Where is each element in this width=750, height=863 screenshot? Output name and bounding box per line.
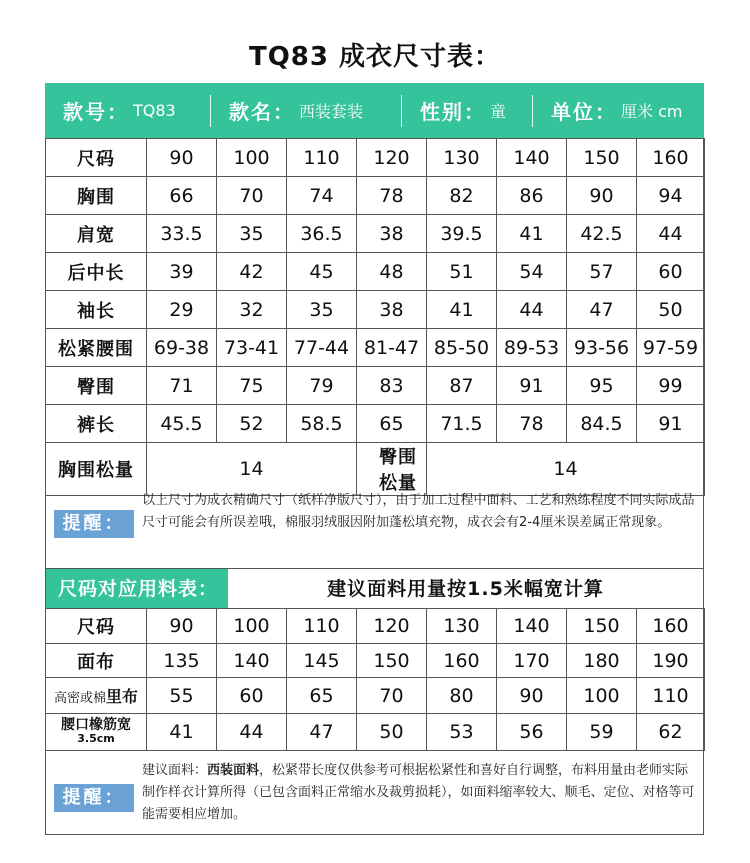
- table-cell: 42: [217, 253, 287, 291]
- table-cell: 50: [357, 714, 427, 751]
- table-cell: 47: [567, 291, 637, 329]
- fabric-calc-note: 建议面料用量按1.5米幅宽计算: [327, 578, 604, 600]
- size-cell: 130: [427, 139, 497, 177]
- row-label-big: 里布: [106, 687, 139, 706]
- table-cell: 99: [637, 367, 705, 405]
- table-cell: 140: [217, 644, 287, 678]
- hip-ease-value: 14: [427, 443, 705, 496]
- hip-ease-label: 臀围松量: [357, 443, 427, 496]
- size-cell: 140: [497, 139, 567, 177]
- table-cell: 39: [147, 253, 217, 291]
- table-cell: 180: [567, 644, 637, 678]
- table-cell: 60: [217, 678, 287, 714]
- table-row: [46, 678, 705, 714]
- row-label: 后中长: [46, 253, 147, 291]
- unit-cell: [533, 83, 703, 138]
- table-cell: 35: [287, 291, 357, 329]
- size-cell: 100: [217, 609, 287, 644]
- row-label: 肩宽: [46, 215, 147, 253]
- row-label: 裤长: [46, 405, 147, 443]
- table-cell: 70: [217, 177, 287, 215]
- row-label: [46, 678, 147, 714]
- row-label-small: 高密或棉: [53, 691, 106, 706]
- table-cell: 81-47: [357, 329, 427, 367]
- table-cell: 91: [637, 405, 705, 443]
- table-cell: 65: [287, 678, 357, 714]
- table-row: [46, 177, 705, 215]
- style-name-label: 款名：: [229, 100, 295, 124]
- page-title: TQ83 成衣尺寸表：: [248, 42, 502, 72]
- table-cell: 145: [287, 644, 357, 678]
- table-cell: 95: [567, 367, 637, 405]
- info-bar: [45, 83, 704, 138]
- table-cell: 44: [637, 215, 705, 253]
- size-cell: 90: [147, 139, 217, 177]
- size-cell: 160: [637, 609, 705, 644]
- row-label: 臀围: [46, 367, 147, 405]
- reminder-text: 以上尺寸为成衣精确尺寸（纸样净版尺寸），由于加工过程中面料、工艺和熟练程度不同实际成品尺寸可能会有所误差哦，棉服羽绒服因附加蓬松填充物，成衣会有2-4厘米误差属正常现象。: [142, 493, 695, 530]
- table-cell: 45: [287, 253, 357, 291]
- table-cell: 93-56: [567, 329, 637, 367]
- size-table: [45, 138, 705, 496]
- table-cell: 33.5: [147, 215, 217, 253]
- row-label: 袖长: [46, 291, 147, 329]
- size-cell: 110: [287, 609, 357, 644]
- fabric-table: [45, 608, 705, 751]
- row-label: 松紧腰围: [46, 329, 147, 367]
- gender-cell: [402, 83, 532, 138]
- fabric-advice-name: 西装面料: [207, 763, 260, 778]
- table-cell: 45.5: [147, 405, 217, 443]
- table-row: [46, 329, 705, 367]
- table-cell: 74: [287, 177, 357, 215]
- unit-value: 厘米 cm: [621, 102, 683, 121]
- row-label: 面布: [46, 644, 147, 678]
- table-cell: 83: [357, 367, 427, 405]
- table-cell: 77-44: [287, 329, 357, 367]
- table-cell: 39.5: [427, 215, 497, 253]
- reminder-box-2: [45, 750, 704, 835]
- table-cell: 135: [147, 644, 217, 678]
- size-cell: 150: [567, 139, 637, 177]
- table-cell: 51: [427, 253, 497, 291]
- table-cell: 36.5: [287, 215, 357, 253]
- table-cell: 29: [147, 291, 217, 329]
- gender-value: 童: [490, 102, 507, 121]
- row-label: 尺码: [46, 609, 147, 644]
- table-cell: 91: [497, 367, 567, 405]
- table-cell: 60: [637, 253, 705, 291]
- chest-ease-value: 14: [147, 443, 357, 496]
- table-cell: 84.5: [567, 405, 637, 443]
- table-cell: 38: [357, 215, 427, 253]
- size-cell: 120: [357, 139, 427, 177]
- table-cell: 170: [497, 644, 567, 678]
- table-row: [46, 253, 705, 291]
- table-cell: 71.5: [427, 405, 497, 443]
- table-cell: 90: [497, 678, 567, 714]
- table-cell: 62: [637, 714, 705, 751]
- table-cell: 87: [427, 367, 497, 405]
- table-cell: 35: [217, 215, 287, 253]
- table-cell: 69-38: [147, 329, 217, 367]
- table-cell: 56: [497, 714, 567, 751]
- table-cell: 52: [217, 405, 287, 443]
- table-cell: 42.5: [567, 215, 637, 253]
- table-cell: 66: [147, 177, 217, 215]
- table-cell: 44: [497, 291, 567, 329]
- row-label-small: 3.5cm: [77, 732, 115, 745]
- table-row: [46, 291, 705, 329]
- reminder-badge: 提醒：: [54, 510, 134, 538]
- fabric-advice-prefix: 建议面料：: [142, 763, 208, 778]
- size-cell: 150: [567, 609, 637, 644]
- table-cell: 41: [427, 291, 497, 329]
- table-cell: 41: [147, 714, 217, 751]
- table-cell: 82: [427, 177, 497, 215]
- table-cell: 78: [497, 405, 567, 443]
- table-cell: 47: [287, 714, 357, 751]
- table-cell: 38: [357, 291, 427, 329]
- row-label-big: 腰口橡筋宽: [61, 717, 131, 733]
- fabric-section-bar: [45, 568, 704, 608]
- size-header-row: [46, 139, 705, 177]
- table-cell: 59: [567, 714, 637, 751]
- table-cell: 75: [217, 367, 287, 405]
- table-cell: 80: [427, 678, 497, 714]
- table-cell: 71: [147, 367, 217, 405]
- table-row: [46, 644, 705, 678]
- table-cell: 57: [567, 253, 637, 291]
- size-cell: 130: [427, 609, 497, 644]
- table-cell: 44: [217, 714, 287, 751]
- style-name-cell: [211, 83, 401, 138]
- fabric-header-row: [46, 609, 705, 644]
- row-label: 胸围: [46, 177, 147, 215]
- table-row: [46, 367, 705, 405]
- reminder-text-2: [142, 760, 698, 826]
- table-cell: 48: [357, 253, 427, 291]
- reminder-box: [45, 480, 704, 568]
- table-row: [46, 714, 705, 751]
- table-cell: 58.5: [287, 405, 357, 443]
- table-cell: 190: [637, 644, 705, 678]
- table-cell: 100: [567, 678, 637, 714]
- gender-label: 性别：: [420, 100, 486, 124]
- size-cell: 90: [147, 609, 217, 644]
- reminder-badge: 提醒：: [54, 784, 134, 812]
- table-cell: 85-50: [427, 329, 497, 367]
- table-cell: 94: [637, 177, 705, 215]
- style-no-label: 款号：: [63, 100, 129, 124]
- table-cell: 53: [427, 714, 497, 751]
- table-cell: 90: [567, 177, 637, 215]
- table-cell: 54: [497, 253, 567, 291]
- table-cell: 50: [637, 291, 705, 329]
- table-cell: 89-53: [497, 329, 567, 367]
- table-cell: 70: [357, 678, 427, 714]
- style-name-value: 西装套装: [299, 102, 364, 121]
- table-cell: 110: [637, 678, 705, 714]
- size-cell: 100: [217, 139, 287, 177]
- row-label: 尺码: [46, 139, 147, 177]
- size-cell: 140: [497, 609, 567, 644]
- size-cell: 120: [357, 609, 427, 644]
- table-cell: 41: [497, 215, 567, 253]
- table-row: [46, 405, 705, 443]
- unit-label: 单位：: [551, 100, 617, 124]
- table-cell: 79: [287, 367, 357, 405]
- table-cell: 78: [357, 177, 427, 215]
- table-row: [46, 215, 705, 253]
- table-cell: 86: [497, 177, 567, 215]
- table-cell: 150: [357, 644, 427, 678]
- table-cell: 55: [147, 678, 217, 714]
- table-cell: 32: [217, 291, 287, 329]
- size-cell: 110: [287, 139, 357, 177]
- style-no-value: TQ83: [133, 101, 176, 120]
- table-cell: 160: [427, 644, 497, 678]
- fabric-advice-text: ，松紧带长度仅供参考可根据松紧性和喜好自行调整，布料用量由老师实际制作样衣计算所得（已包含面料正常缩水及裁剪损耗），如面料缩率较大、顺毛、定位、对格等可能需要相应增加。: [142, 763, 695, 822]
- fabric-section-tag: 尺码对应用料表：: [46, 569, 228, 609]
- table-cell: 73-41: [217, 329, 287, 367]
- table-cell: 65: [357, 405, 427, 443]
- style-no-cell: [45, 83, 210, 138]
- table-cell: 97-59: [637, 329, 705, 367]
- chest-ease-label: 胸围松量: [46, 443, 147, 496]
- size-cell: 160: [637, 139, 705, 177]
- row-label: [46, 714, 147, 751]
